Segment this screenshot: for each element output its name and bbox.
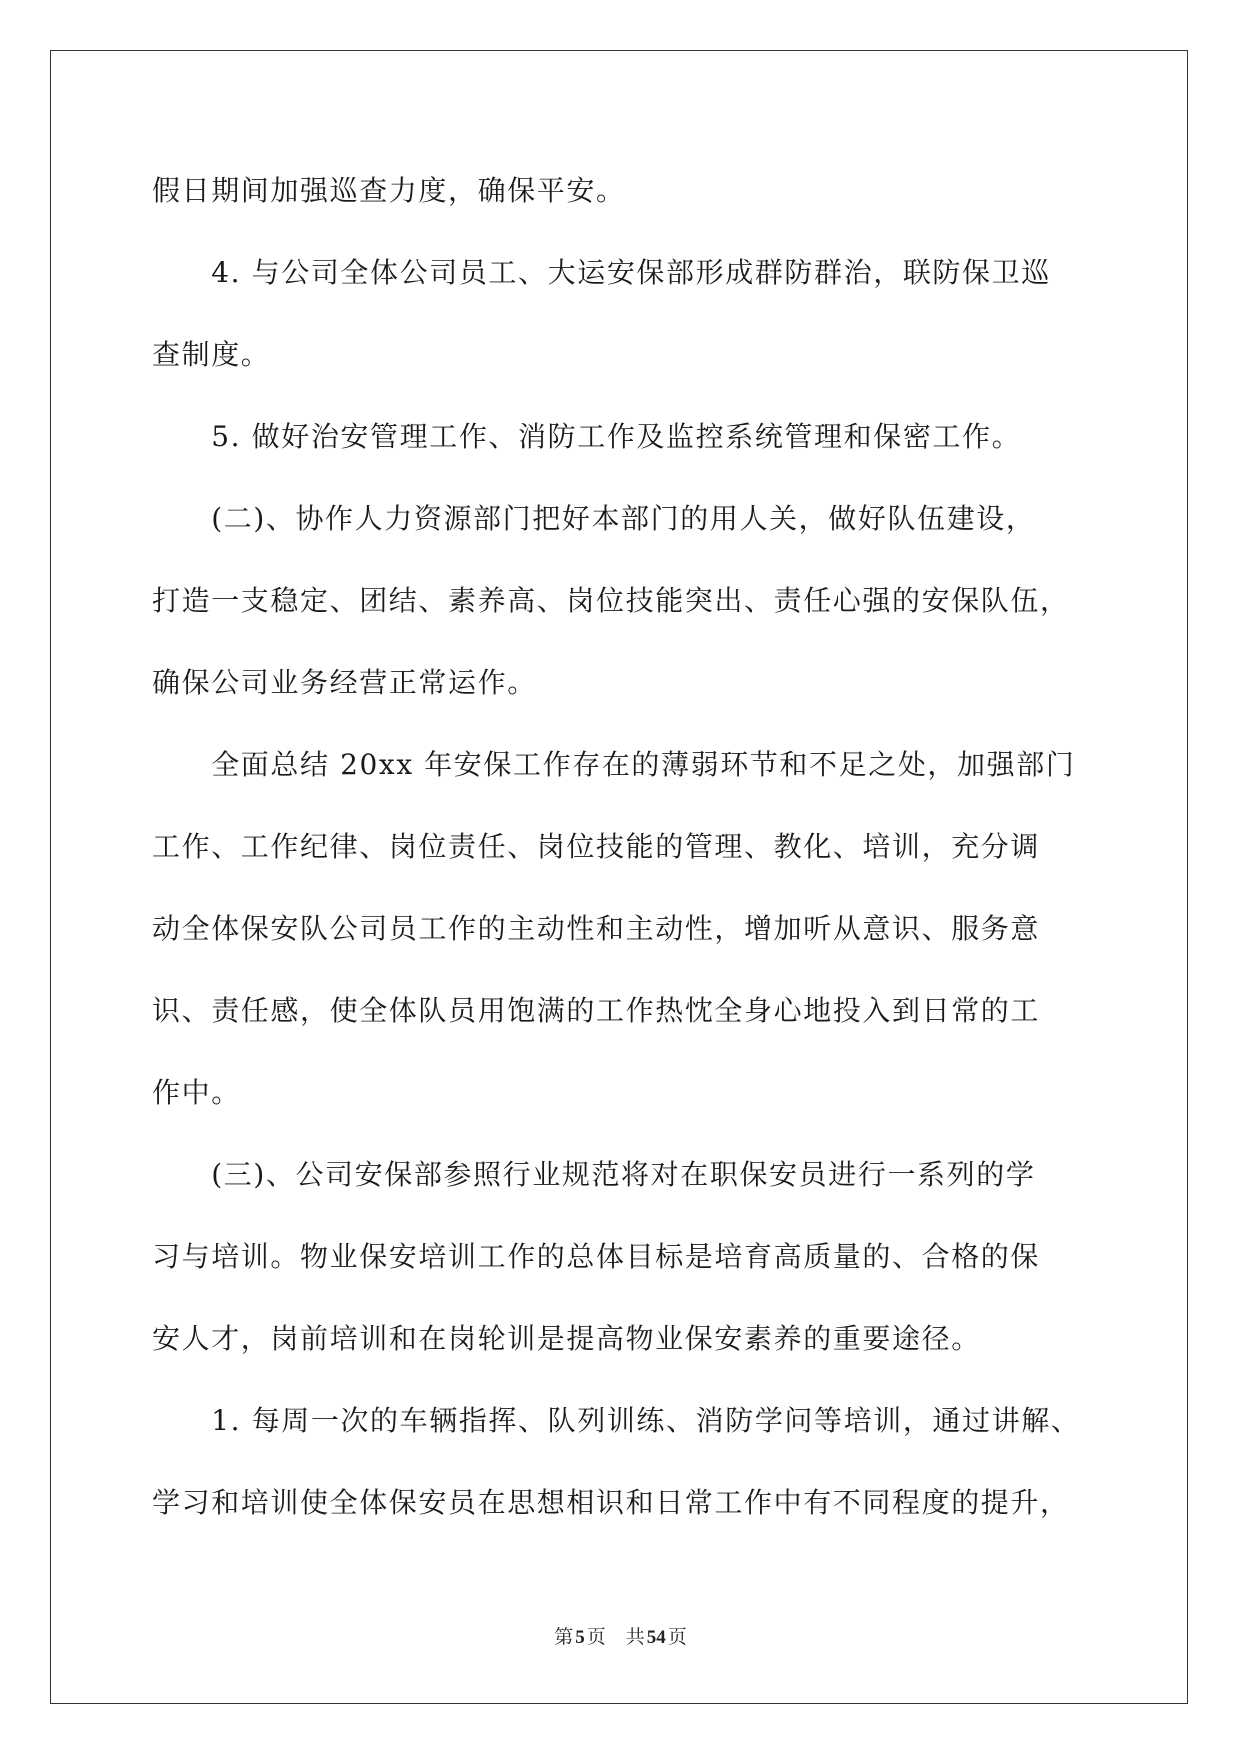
text-line: 确保公司业务经营正常运作。: [152, 666, 537, 699]
footer-total-suffix: 页: [667, 1626, 687, 1648]
document-body: [152, 150, 1092, 1544]
text-line: 识、责任感，使全体队员用饱满的工作热忱全身心地投入到日常的工: [152, 994, 1041, 1027]
text-line: 假日期间加强巡查力度，确保平安。: [152, 174, 626, 207]
text-line: 安人才，岗前培训和在岗轮训是提高物业保安素养的重要途径。: [152, 1322, 981, 1355]
text-line: (二)、协作人力资源部门把好本部门的用人关，做好队伍建设，: [152, 502, 1036, 535]
footer-page-suffix: 页: [586, 1626, 606, 1648]
footer-prefix: 第: [554, 1626, 574, 1648]
text-line: 学习和培训使全体保安员在思想相识和日常工作中有不同程度的提升，: [152, 1486, 1070, 1519]
text-line: 动全体保安队公司员工作的主动性和主动性，增加听从意识、服务意: [152, 912, 1041, 945]
text-line: 打造一支稳定、团结、素养高、岗位技能突出、责任心强的安保队伍，: [152, 584, 1070, 617]
text-line: 1. 每周一次的车辆指挥、队列训练、消防学问等培训，通过讲解、: [152, 1404, 1081, 1437]
footer-total-prefix: 共: [625, 1626, 645, 1648]
text-line: (三)、公司安保部参照行业规范将对在职保安员进行一系列的学: [152, 1158, 1036, 1191]
current-page-number: 5: [575, 1627, 585, 1648]
text-line: 工作、工作纪律、岗位责任、岗位技能的管理、教化、培训，充分调: [152, 830, 1041, 863]
text-line: 作中。: [152, 1076, 241, 1109]
page-footer: [0, 1622, 1241, 1649]
text-line: 习与培训。物业保安培训工作的总体目标是培育高质量的、合格的保: [152, 1240, 1041, 1273]
text-line: 全面总结 20xx 年安保工作存在的薄弱环节和不足之处，加强部门: [152, 748, 1076, 781]
total-pages-number: 54: [646, 1627, 666, 1648]
text-line: 4. 与公司全体公司员工、大运安保部形成群防群治，联防保卫巡: [152, 256, 1051, 289]
text-line: 5. 做好治安管理工作、消防工作及监控系统管理和保密工作。: [152, 420, 1022, 453]
text-line: 查制度。: [152, 338, 271, 371]
